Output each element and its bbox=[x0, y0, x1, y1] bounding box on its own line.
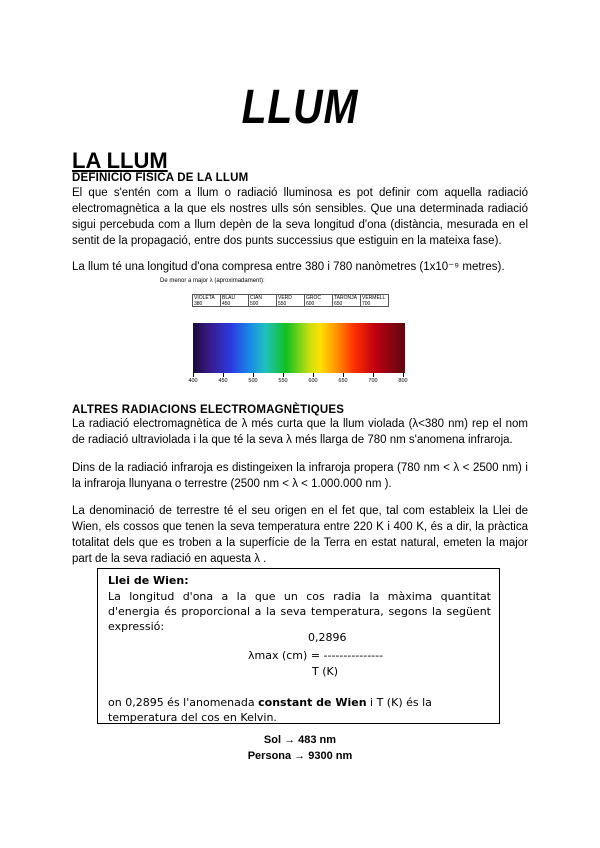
spectrum-color-name: VERD bbox=[278, 295, 292, 301]
spectrum-color-name: BLAU bbox=[222, 295, 236, 301]
spectrum-cell bbox=[220, 294, 249, 307]
axis-tick bbox=[253, 373, 254, 377]
axis-tick bbox=[283, 373, 284, 377]
wien-formula bbox=[248, 631, 398, 681]
axis-tick bbox=[343, 373, 344, 377]
paragraph-definition: El que s'entén com a llum o radiació lluminosa es pot definir com aquella radiació electromagnètica a la que els nostres ulls són sensibles. Que una determinada radiació sigui percebuda com a llum depèn de la seva longitud d'ona (distància, mesurada en el sentit de la propagació, entre dos punts successius que estiguin en la mateixa fase). bbox=[72, 187, 528, 247]
spectrum-cell bbox=[276, 294, 305, 307]
spectrum-axis bbox=[188, 373, 408, 387]
axis-tick-label: 600 bbox=[308, 378, 318, 384]
spectrum-cell bbox=[192, 294, 221, 307]
axis-tick bbox=[193, 373, 194, 377]
result-sun: Sol → 483 nm bbox=[263, 734, 337, 746]
spectrum-color-name: VERMELL bbox=[362, 295, 386, 301]
subheading-other-radiations: ALTRES RADIACIONS ELECTROMAGNÈTIQUES bbox=[72, 404, 345, 416]
wien-footnote bbox=[108, 695, 491, 725]
spectrum-color-value: 650 bbox=[334, 301, 343, 307]
spectrum-color-name: GROC bbox=[306, 295, 321, 301]
axis-tick-label: 800 bbox=[398, 378, 408, 384]
spectrum-color-name: CIAN bbox=[250, 295, 262, 301]
spectrum-color-name: TARONJA bbox=[334, 295, 357, 301]
wien-foot-post: i T (K) és la temperatura del cos en Kelvin. bbox=[108, 696, 432, 724]
wien-text: La longitud d'ona a la que un cos radia la màxima quantitat d'energia és proporcional a la seva temperatura, segons la següent expressió: bbox=[108, 590, 491, 633]
page-title: LLUM bbox=[241, 81, 359, 134]
paragraph-terrestrial: La denominació de terrestre té el seu origen en el fet que, tal com estableix la Llei de Wien, els cossos que tenen la seva temperatura entre 220 K i 400 K, és a dir, la pràctica totalitat dels que es troben a la superfície de la Terra en estat natural, emeten la major part de la seva radiació en aquesta λ . bbox=[72, 505, 528, 565]
spectrum-cell bbox=[304, 294, 333, 307]
subheading-definition: DEFINICIÓ FÍSICA DE LA LLUM bbox=[72, 172, 249, 184]
spectrum-color-value: 450 bbox=[222, 301, 231, 307]
axis-tick-label: 550 bbox=[278, 378, 288, 384]
axis-tick-label: 400 bbox=[188, 378, 198, 384]
paragraph-infrared: Dins de la radiació infraroja es distingeixen la infraroja propera (780 nm < λ < 2500 nm) i la infraroja llunyana o terrestre (2500 nm < λ < 1.000.000 nm ). bbox=[72, 462, 528, 490]
result-person: Persona → 9300 nm bbox=[247, 750, 353, 762]
axis-tick-label: 700 bbox=[368, 378, 378, 384]
spectrum-color-value: 380 bbox=[194, 301, 203, 307]
formula-denominator: T (K) bbox=[312, 665, 339, 678]
spectrum-color-value: 600 bbox=[306, 301, 315, 307]
spectrum-bar bbox=[193, 323, 405, 373]
axis-tick-label: 650 bbox=[338, 378, 348, 384]
spectrum-color-table bbox=[193, 294, 389, 307]
spectrum-figure bbox=[160, 278, 410, 388]
axis-tick bbox=[403, 373, 404, 377]
wien-title: Llei de Wien: bbox=[108, 574, 189, 587]
spectrum-cell bbox=[360, 294, 389, 307]
section-heading: LA LLUM bbox=[72, 148, 168, 173]
paragraph-wavelength: La llum té una longitud d'ona compresa entre 380 i 780 nanòmetres (1x10⁻⁹ metres). bbox=[72, 261, 505, 273]
formula-numerator: 0,2896 bbox=[308, 631, 347, 644]
wien-foot-pre: on 0,2895 és l'anomenada bbox=[108, 696, 259, 709]
spectrum-color-value: 550 bbox=[278, 301, 287, 307]
axis-tick bbox=[223, 373, 224, 377]
spectrum-cell bbox=[248, 294, 277, 307]
wien-law-box bbox=[97, 568, 500, 724]
spectrum-color-name: VIOLETA bbox=[194, 295, 215, 301]
spectrum-caption: De menor a major λ (aproximadament): bbox=[160, 278, 265, 284]
spectrum-color-value: 500 bbox=[250, 301, 259, 307]
spectrum-color-value: 700 bbox=[362, 301, 371, 307]
axis-tick-label: 500 bbox=[248, 378, 258, 384]
spectrum-cell bbox=[332, 294, 361, 307]
formula-lhs: λmax (cm) = --------------- bbox=[248, 649, 384, 662]
axis-tick bbox=[313, 373, 314, 377]
axis-tick bbox=[373, 373, 374, 377]
paragraph-uv-ir: La radiació electromagnètica de λ més curta que la llum violada (λ<380 nm) rep el nom de radiació ultraviolada i la que té la seva λ més llarga de 780 nm s'anomena infraroja. bbox=[72, 418, 528, 446]
wien-constant: constant de Wien bbox=[258, 696, 367, 709]
axis-tick-label: 450 bbox=[218, 378, 228, 384]
